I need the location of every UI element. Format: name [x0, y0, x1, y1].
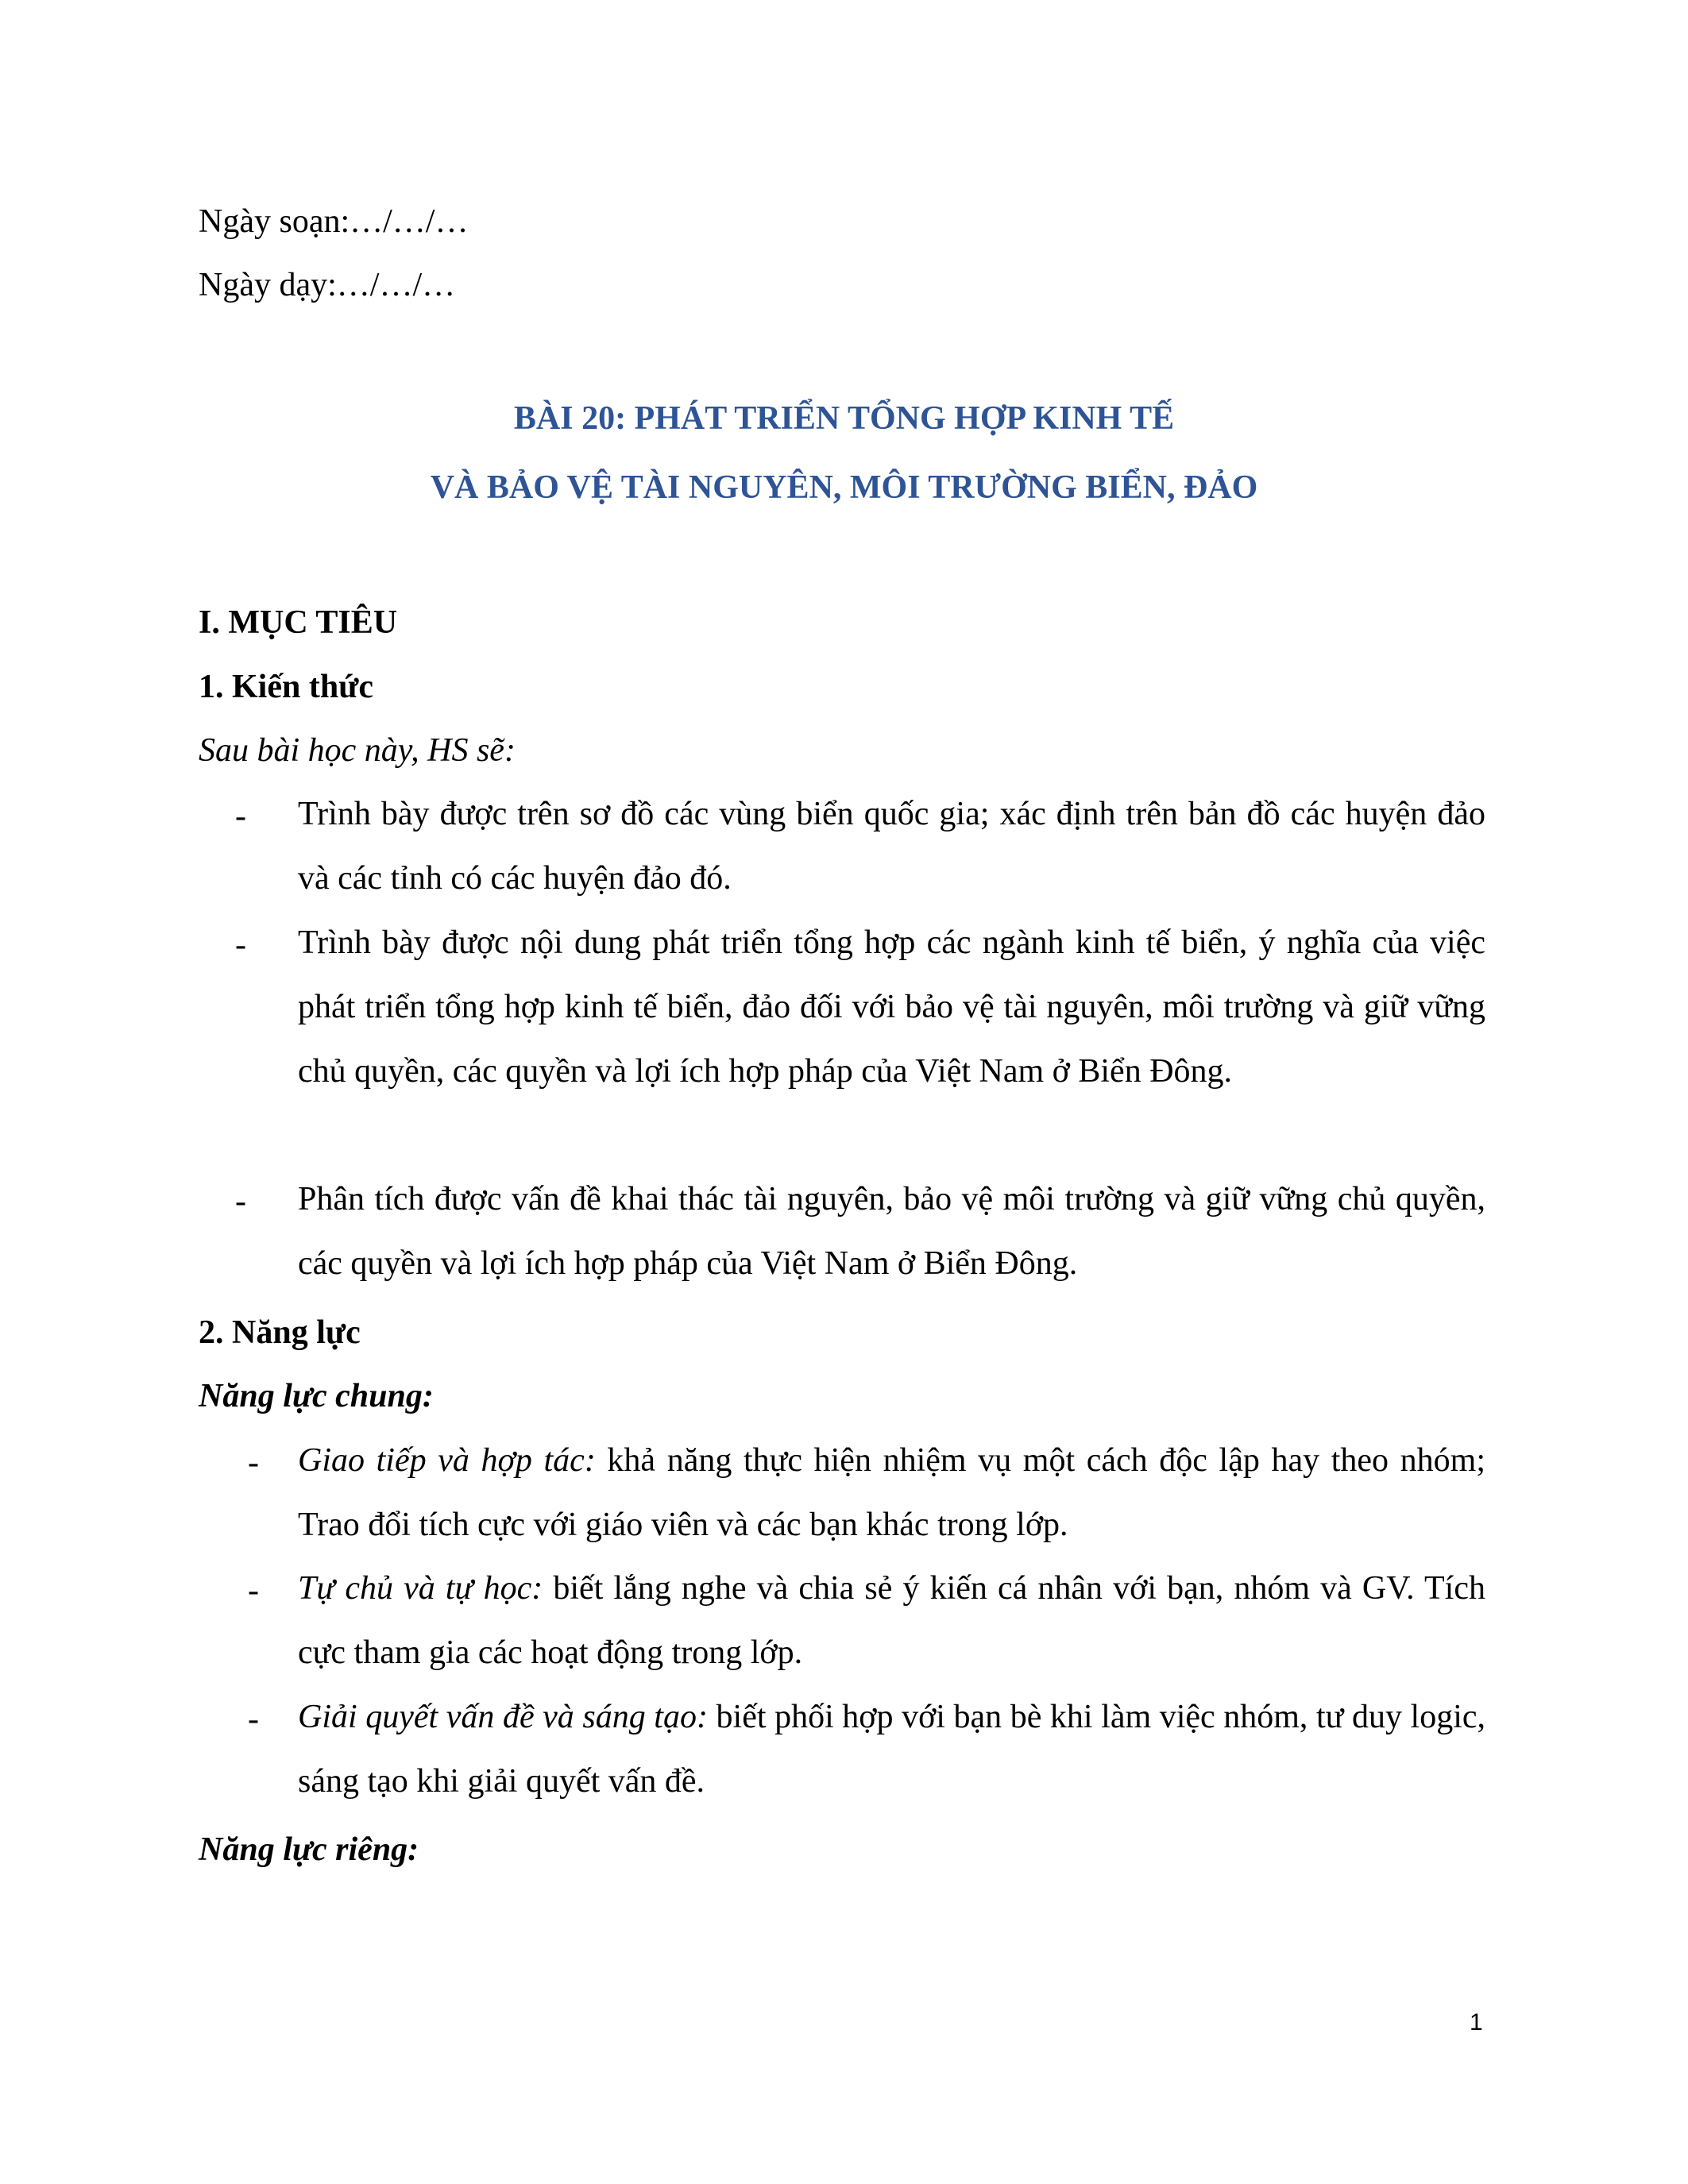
kien-thuc-intro: Sau bài học này, HS sẽ:: [199, 732, 516, 769]
nang-luc-chung-item-1: [298, 1429, 1485, 1557]
nang-luc-chung-item-3-label: Giải quyết vấn đề và sáng tạo:: [298, 1699, 708, 1735]
lesson-title-line-1: BÀI 20: PHÁT TRIỂN TỔNG HỢP KINH TẾ: [513, 400, 1175, 437]
bullet-dash: -: [235, 927, 246, 963]
subsection-heading-kien-thuc: 1. Kiến thức: [199, 669, 374, 705]
nang-luc-chung-item-1-text: khả năng thực hiện nhiệm vụ một cách độc lập hay theo nhóm; Trao đổi tích cực với giáo viên và các bạn khác trong lớp.: [298, 1442, 1485, 1543]
nang-luc-chung-item-1-label: Giao tiếp và hợp tác:: [298, 1442, 596, 1479]
lesson-title-line-2: VÀ BẢO VỆ TÀI NGUYÊN, MÔI TRƯỜNG BIỂN, ĐẢO: [430, 469, 1258, 506]
nang-luc-chung-item-2-text: biết lắng nghe và chia sẻ ý kiến cá nhân với bạn, nhóm và GV. Tích cực tham gia các hoạt động trong lớp.: [298, 1570, 1485, 1671]
nang-luc-chung-heading: Năng lực chung:: [199, 1378, 434, 1414]
ngay-day-line: Ngày dạy:…/…/…: [199, 267, 456, 303]
page-number: 1: [1470, 2009, 1483, 2035]
bullet-dash: -: [235, 1183, 246, 1220]
bullet-dash: -: [248, 1701, 259, 1738]
kien-thuc-bullet-1: Trình bày được trên sơ đồ các vùng biển quốc gia; xác định trên bản đồ các huyện đảo và các tỉnh có các huyện đảo đó.: [298, 796, 1485, 897]
subsection-heading-nang-luc: 2. Năng lực: [199, 1314, 361, 1351]
bullet-dash: -: [248, 1572, 259, 1609]
nang-luc-chung-item-3: [298, 1685, 1485, 1814]
nang-luc-chung-item-2-label: Tự chủ và tự học:: [298, 1570, 543, 1607]
nang-luc-rieng-heading: Năng lực riêng:: [199, 1831, 419, 1868]
kien-thuc-bullet-3: Phân tích được vấn đề khai thác tài nguyên, bảo vệ môi trường và giữ vững chủ quyền, các quyền và lợi ích hợp pháp của Việt Nam ở Biển Đông.: [298, 1181, 1485, 1282]
bullet-dash: -: [248, 1445, 259, 1481]
ngay-soan-line: Ngày soạn:…/…/…: [199, 203, 469, 240]
bullet-dash: -: [235, 798, 246, 835]
kien-thuc-bullet-2: Trình bày được nội dung phát triển tổng hợp các ngành kinh tế biển, ý nghĩa của việc phát triển tổng hợp kinh tế biển, đảo đối với bảo vệ tài nguyên, môi trường và giữ vững chủ quyền, các quyền và lợi ích hợp pháp của Việt Nam ở Biển Đông.: [298, 924, 1485, 1090]
nang-luc-chung-item-3-text: biết phối hợp với bạn bè khi làm việc nhóm, tư duy logic, sáng tạo khi giải quyết vấn đề.: [298, 1699, 1486, 1800]
nang-luc-chung-item-2: [298, 1557, 1485, 1685]
section-heading-muc-tieu: I. MỤC TIÊU: [199, 604, 398, 641]
